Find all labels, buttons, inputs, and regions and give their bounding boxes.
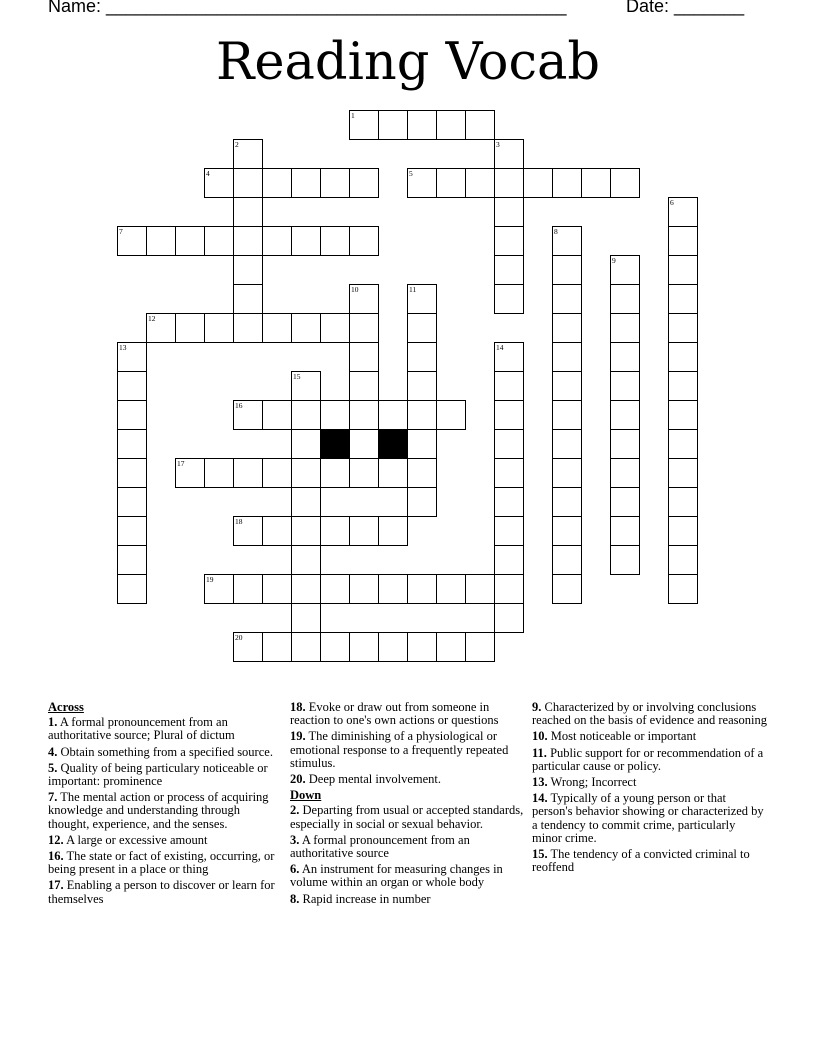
grid-cell[interactable] [291,226,321,256]
grid-cell[interactable] [291,371,321,401]
grid-cell[interactable] [204,168,234,198]
clue-text: Enabling a person to discover or learn for themselves [48,878,275,906]
clue-across-7 [48,791,278,831]
grid-cell[interactable] [494,284,524,314]
clue-text: Characterized by or involving conclusions reached on the basis of evidence and reasoning [532,700,767,728]
grid-cell[interactable] [552,545,582,575]
clue-across-5 [48,762,278,788]
grid-cell[interactable] [552,487,582,517]
across-heading: Across [48,700,84,714]
grid-cell[interactable] [552,226,582,256]
clue-across-18 [290,701,528,727]
grid-cell[interactable] [320,516,350,546]
clue-text: A formal pronouncement from an authoritative source [290,832,470,861]
grid-cell[interactable] [233,516,263,546]
name-field-label: Name: ______________________________________________ [48,0,567,16]
grid-cell[interactable] [552,429,582,459]
clue-column-3 [532,701,768,877]
grid-cell[interactable] [668,313,698,343]
clue-across-12 [48,834,278,847]
clue-down-10 [532,730,768,743]
cell-number: 19 [206,575,214,584]
grid-cell[interactable] [552,371,582,401]
cell-number: 3 [496,140,500,149]
clue-across-20 [290,773,528,786]
grid-cell[interactable] [407,429,437,459]
clue-number: 14. [532,791,548,806]
grid-cell[interactable] [494,139,524,169]
cell-number: 6 [670,198,674,207]
clue-text: Rapid increase in number [302,891,431,906]
grid-cell[interactable] [378,458,408,488]
grid-cell[interactable] [407,400,437,430]
grid-cell[interactable] [320,168,350,198]
clue-text: The state or fact of existing, occurring, or being present in a place or thing [48,849,275,877]
clue-down-11 [532,747,768,773]
grid-cell[interactable] [233,226,263,256]
grid-cell[interactable] [465,574,495,604]
grid-cell[interactable] [291,429,321,459]
grid-cell[interactable] [610,342,640,372]
grid-cell[interactable] [146,226,176,256]
clue-text: Typically of a young person or that person's behavior showing or characterized by a tendency to commit crime, particularly minor crime. [532,791,764,845]
grid-cell[interactable] [262,632,292,662]
grid-cell[interactable] [262,168,292,198]
clue-down-8 [290,893,528,906]
grid-cell[interactable] [581,168,611,198]
grid-cell[interactable] [494,197,524,227]
grid-cell[interactable] [233,168,263,198]
grid-cell[interactable] [146,313,176,343]
grid-cell[interactable] [436,632,466,662]
grid-cell[interactable] [117,516,147,546]
clue-text: A large or excessive amount [66,832,208,847]
grid-cell[interactable] [494,371,524,401]
grid-cell[interactable] [349,574,379,604]
clue-down-15 [532,848,768,874]
down-heading: Down [290,788,322,803]
grid-cell[interactable] [233,284,263,314]
grid-cell[interactable] [552,168,582,198]
grid-cell[interactable] [349,371,379,401]
grid-cell[interactable] [262,400,292,430]
clue-text: Deep mental involvement. [308,772,442,787]
grid-cell[interactable] [117,487,147,517]
grid-cell[interactable] [668,342,698,372]
grid-cell[interactable] [175,313,205,343]
grid-cell[interactable] [291,400,321,430]
grid-cell[interactable] [552,313,582,343]
grid-cell[interactable] [407,371,437,401]
clue-text: Obtain something from a specified source. [60,744,273,759]
grid-cell[interactable] [668,429,698,459]
grid-cell[interactable] [175,458,205,488]
cell-number: 10 [351,285,359,294]
grid-cell[interactable] [552,574,582,604]
grid-cell[interactable] [233,574,263,604]
clue-text: Evoke or draw out from someone in reaction to one's own actions or questions [290,700,499,728]
grid-cell[interactable] [117,429,147,459]
date-field-label: Date: _______ [626,0,745,16]
grid-cell[interactable] [552,458,582,488]
grid-cell[interactable] [233,139,263,169]
cell-number: 12 [148,314,156,323]
clue-text: Wrong; Incorrect [550,775,637,790]
grid-cell[interactable] [610,545,640,575]
grid-cell[interactable] [262,458,292,488]
clue-down-13 [532,776,768,789]
grid-cell[interactable] [494,429,524,459]
grid-cell[interactable] [378,110,408,140]
grid-cell[interactable] [668,284,698,314]
grid-cell[interactable] [407,487,437,517]
grid-cell[interactable] [668,487,698,517]
grid-cell[interactable] [436,400,466,430]
clue-number: 4. [48,744,58,759]
grid-cell[interactable] [668,197,698,227]
grid-cell[interactable] [233,255,263,285]
clue-number: 15. [532,847,548,862]
grid-cell[interactable] [204,458,234,488]
grid-cell[interactable] [494,574,524,604]
clue-number: 1. [48,715,58,730]
grid-cell[interactable] [204,313,234,343]
grid-cell[interactable] [610,516,640,546]
grid-cell[interactable] [233,313,263,343]
clue-text: Public support for or recommendation of a particular cause or policy. [532,745,764,773]
grid-cell[interactable] [320,400,350,430]
grid-cell[interactable] [117,371,147,401]
cell-number: 2 [235,140,239,149]
clue-number: 11. [532,745,547,760]
grid-cell[interactable] [465,632,495,662]
clue-text: The mental action or process of acquiring knowledge and understanding through thought, experience, and the senses. [48,790,269,831]
grid-cell[interactable] [349,226,379,256]
grid-cell[interactable] [668,545,698,575]
grid-cell[interactable] [349,284,379,314]
grid-cell[interactable] [610,429,640,459]
grid-cell[interactable] [552,342,582,372]
grid-cell[interactable] [291,545,321,575]
cell-number: 1 [351,111,355,120]
black-square [378,429,408,459]
grid-cell[interactable] [436,110,466,140]
grid-cell[interactable] [494,168,524,198]
grid-cell[interactable] [233,632,263,662]
clue-text: Departing from usual or accepted standards, especially in social or sexual behavior. [290,803,524,831]
grid-cell[interactable] [494,603,524,633]
cell-number: 5 [409,169,413,178]
cell-number: 15 [293,372,301,381]
grid-cell[interactable] [436,574,466,604]
clue-text: Quality of being particulary noticeable or important: prominence [48,760,268,789]
grid-cell[interactable] [117,342,147,372]
grid-cell[interactable] [204,226,234,256]
clue-number: 3. [290,832,300,847]
grid-cell[interactable] [610,400,640,430]
grid-cell[interactable] [320,226,350,256]
clue-number: 16. [48,849,64,864]
clue-text: The diminishing of a physiological or emotional response to a frequently repeated stimulus. [290,729,509,770]
grid-cell[interactable] [291,632,321,662]
grid-cell[interactable] [494,255,524,285]
grid-cell[interactable] [175,226,205,256]
grid-cell[interactable] [320,313,350,343]
clue-number: 18. [290,700,306,714]
grid-cell[interactable] [668,458,698,488]
cell-number: 20 [235,633,243,642]
cell-number: 13 [119,343,127,352]
grid-cell[interactable] [291,603,321,633]
grid-cell[interactable] [262,574,292,604]
grid-cell[interactable] [349,516,379,546]
grid-cell[interactable] [320,458,350,488]
grid-cell[interactable] [291,574,321,604]
grid-cell[interactable] [378,632,408,662]
grid-cell[interactable] [610,487,640,517]
grid-cell[interactable] [320,574,350,604]
cell-number: 17 [177,459,185,468]
grid-cell[interactable] [494,545,524,575]
grid-cell[interactable] [494,487,524,517]
grid-cell[interactable] [233,197,263,227]
grid-cell[interactable] [291,458,321,488]
grid-cell[interactable] [552,516,582,546]
clue-down-2 [290,804,528,830]
grid-cell[interactable] [668,516,698,546]
grid-cell[interactable] [494,400,524,430]
grid-cell[interactable] [349,342,379,372]
grid-cell[interactable] [494,226,524,256]
clue-number: 19. [290,729,306,744]
grid-cell[interactable] [349,458,379,488]
grid-cell[interactable] [204,574,234,604]
clue-text: An instrument for measuring changes in volume within an organ or whole body [290,862,503,890]
grid-cell[interactable] [494,516,524,546]
grid-cell[interactable] [117,458,147,488]
clue-across-19 [290,730,528,770]
grid-cell[interactable] [291,168,321,198]
grid-cell[interactable] [407,632,437,662]
clue-number: 7. [48,790,58,805]
grid-cell[interactable] [407,284,437,314]
clue-number: 13. [532,775,548,790]
grid-cell[interactable] [552,400,582,430]
clue-across-1 [48,716,278,742]
grid-cell[interactable] [407,342,437,372]
black-square [320,429,350,459]
clue-number: 9. [532,700,542,714]
cell-number: 9 [612,256,616,265]
cell-number: 11 [409,285,417,294]
grid-cell[interactable] [349,400,379,430]
grid-cell[interactable] [610,284,640,314]
grid-cell[interactable] [668,255,698,285]
grid-cell[interactable] [117,574,147,604]
grid-cell[interactable] [668,400,698,430]
cell-number: 14 [496,343,504,352]
clue-number: 12. [48,832,64,847]
clue-number: 5. [48,760,58,775]
clue-text: A formal pronouncement from an authoritative source; Plural of dictum [48,715,235,743]
grid-cell[interactable] [262,313,292,343]
grid-cell[interactable] [349,110,379,140]
grid-cell[interactable] [291,313,321,343]
clue-number: 6. [290,862,300,877]
grid-cell[interactable] [610,371,640,401]
clue-down-3 [290,834,528,860]
clue-column-2 [290,701,528,909]
grid-cell[interactable] [349,313,379,343]
clue-across-4 [48,746,278,759]
clue-number: 10. [532,729,548,744]
grid-cell[interactable] [407,574,437,604]
grid-cell[interactable] [378,516,408,546]
page-title: Reading Vocab [215,33,601,92]
grid-cell[interactable] [291,487,321,517]
clue-number: 17. [48,878,64,893]
grid-cell[interactable] [291,516,321,546]
grid-cell[interactable] [349,632,379,662]
cell-number: 4 [206,169,210,178]
grid-cell[interactable] [610,458,640,488]
grid-cell[interactable] [523,168,553,198]
grid-cell[interactable] [610,313,640,343]
grid-cell[interactable] [262,516,292,546]
clue-text: Most noticeable or important [550,729,697,744]
grid-cell[interactable] [552,255,582,285]
grid-cell[interactable] [407,168,437,198]
grid-cell[interactable] [494,458,524,488]
clue-down-14 [532,792,768,845]
grid-cell[interactable] [465,168,495,198]
grid-cell[interactable] [349,168,379,198]
grid-cell[interactable] [668,226,698,256]
grid-cell[interactable] [320,632,350,662]
clue-column-1 [48,701,278,909]
cell-number: 16 [235,401,243,410]
clue-down-6 [290,863,528,889]
clue-across-17 [48,879,278,905]
grid-cell[interactable] [378,400,408,430]
cell-number: 18 [235,517,243,526]
grid-cell[interactable] [552,284,582,314]
grid-cell[interactable] [407,110,437,140]
clue-across-16 [48,850,278,876]
clue-number: 20. [290,772,306,787]
grid-cell[interactable] [233,458,263,488]
grid-cell[interactable] [407,458,437,488]
grid-cell[interactable] [407,313,437,343]
grid-cell[interactable] [610,168,640,198]
grid-cell[interactable] [117,226,147,256]
clue-number: 2. [290,803,300,818]
grid-cell[interactable] [378,574,408,604]
grid-cell[interactable] [262,226,292,256]
clue-number: 8. [290,891,300,906]
clue-text: The tendency of a convicted criminal to reoffend [532,847,750,875]
grid-cell[interactable] [668,371,698,401]
grid-cell[interactable] [233,400,263,430]
grid-cell[interactable] [117,400,147,430]
grid-cell[interactable] [465,110,495,140]
cell-number: 8 [554,227,558,236]
grid-cell[interactable] [668,574,698,604]
clue-down-9 [532,701,768,727]
grid-cell[interactable] [494,342,524,372]
grid-cell[interactable] [117,545,147,575]
grid-cell[interactable] [610,255,640,285]
grid-cell[interactable] [436,168,466,198]
cell-number: 7 [119,227,123,236]
